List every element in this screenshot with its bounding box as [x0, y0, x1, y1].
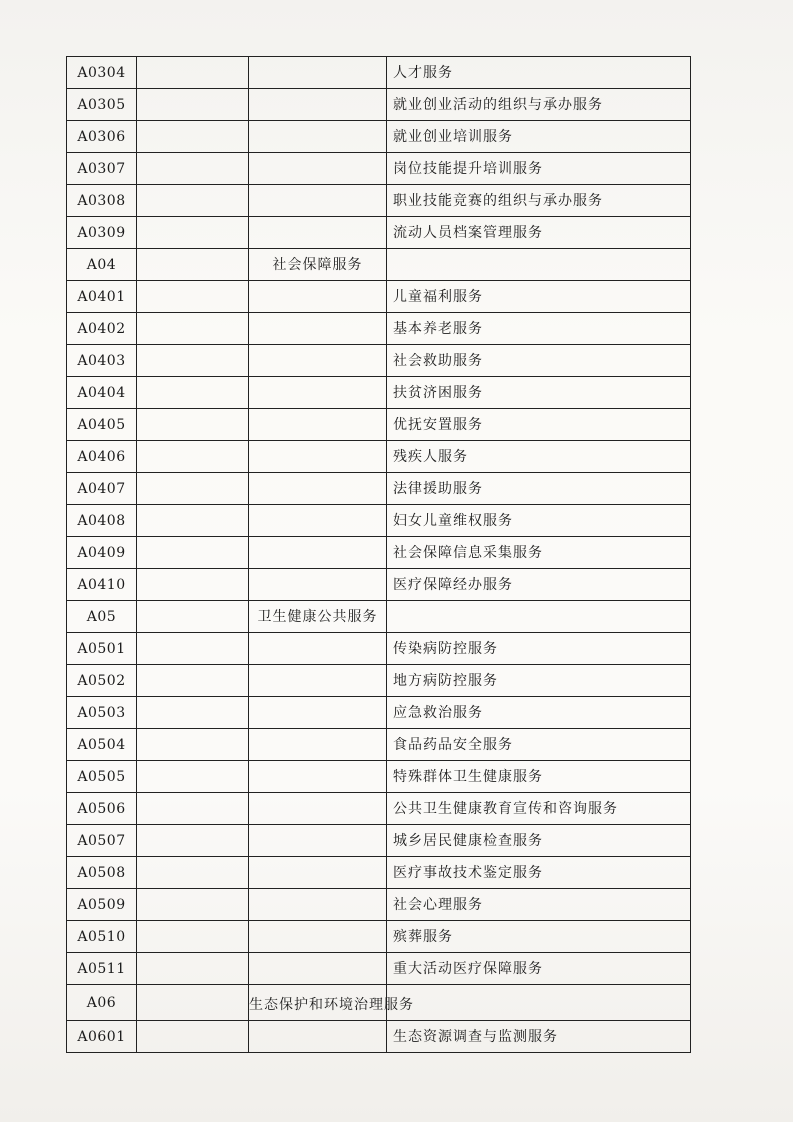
- level2-cell: [249, 505, 387, 537]
- level2-cell: [249, 569, 387, 601]
- level3-cell: 妇女儿童维权服务: [387, 505, 691, 537]
- level1-cell: [137, 377, 249, 409]
- table-row: [67, 249, 691, 281]
- code-cell: A0601: [67, 1021, 137, 1053]
- table-row: [67, 505, 691, 537]
- level1-cell: [137, 313, 249, 345]
- level3-cell: 传染病防控服务: [387, 633, 691, 665]
- code-cell: A0502: [67, 665, 137, 697]
- table-row: [67, 569, 691, 601]
- level1-cell: [137, 601, 249, 633]
- code-cell: A0407: [67, 473, 137, 505]
- code-cell: A0501: [67, 633, 137, 665]
- level2-cell: [249, 1021, 387, 1053]
- level2-cell: [249, 793, 387, 825]
- table-row: [67, 825, 691, 857]
- code-cell: A0510: [67, 921, 137, 953]
- table-row: [67, 409, 691, 441]
- level3-cell: 扶贫济困服务: [387, 377, 691, 409]
- level3-cell: 法律援助服务: [387, 473, 691, 505]
- table-row: [67, 985, 691, 1021]
- table-row: [67, 537, 691, 569]
- table-row: [67, 121, 691, 153]
- code-cell: A0505: [67, 761, 137, 793]
- level2-cell: [249, 633, 387, 665]
- level1-cell: [137, 761, 249, 793]
- code-cell: A0508: [67, 857, 137, 889]
- level2-cell: [249, 665, 387, 697]
- level1-cell: [137, 729, 249, 761]
- service-catalog-table: [66, 56, 691, 1053]
- code-cell: A0506: [67, 793, 137, 825]
- table-row: [67, 89, 691, 121]
- table-row: [67, 345, 691, 377]
- level3-cell: 生态资源调查与监测服务: [387, 1021, 691, 1053]
- level2-cell: [249, 761, 387, 793]
- level2-cell: [249, 473, 387, 505]
- level2-cell: [249, 537, 387, 569]
- level2-cell: 生态保护和环境治理服务: [249, 985, 387, 1021]
- code-cell: A0409: [67, 537, 137, 569]
- level1-cell: [137, 633, 249, 665]
- level1-cell: [137, 89, 249, 121]
- table-row: [67, 217, 691, 249]
- level1-cell: [137, 697, 249, 729]
- table-row: [67, 857, 691, 889]
- level3-cell: [387, 985, 691, 1021]
- code-cell: A0309: [67, 217, 137, 249]
- level1-cell: [137, 249, 249, 281]
- code-cell: A0503: [67, 697, 137, 729]
- code-cell: A0306: [67, 121, 137, 153]
- table-row: [67, 601, 691, 633]
- level2-cell: [249, 729, 387, 761]
- level2-cell: [249, 217, 387, 249]
- table-row: [67, 473, 691, 505]
- level2-cell: [249, 57, 387, 89]
- code-cell: A0305: [67, 89, 137, 121]
- level2-cell: [249, 409, 387, 441]
- table-row: [67, 953, 691, 985]
- table-row: [67, 729, 691, 761]
- table-row: [67, 921, 691, 953]
- table-row: [67, 633, 691, 665]
- level3-cell: 重大活动医疗保障服务: [387, 953, 691, 985]
- level1-cell: [137, 185, 249, 217]
- code-cell: A05: [67, 601, 137, 633]
- table-row: [67, 185, 691, 217]
- table-row: [67, 793, 691, 825]
- level3-cell: 医疗保障经办服务: [387, 569, 691, 601]
- level1-cell: [137, 857, 249, 889]
- table-row: [67, 761, 691, 793]
- level3-cell: 职业技能竞赛的组织与承办服务: [387, 185, 691, 217]
- level1-cell: [137, 537, 249, 569]
- level2-cell: [249, 921, 387, 953]
- code-cell: A0509: [67, 889, 137, 921]
- level2-cell: [249, 153, 387, 185]
- level3-cell: 应急救治服务: [387, 697, 691, 729]
- level1-cell: [137, 921, 249, 953]
- level3-cell: [387, 601, 691, 633]
- code-cell: A0308: [67, 185, 137, 217]
- level3-cell: 特殊群体卫生健康服务: [387, 761, 691, 793]
- level1-cell: [137, 1021, 249, 1053]
- level3-cell: 儿童福利服务: [387, 281, 691, 313]
- level2-cell: [249, 313, 387, 345]
- level1-cell: [137, 953, 249, 985]
- table-row: [67, 281, 691, 313]
- level2-cell: [249, 889, 387, 921]
- level3-cell: 食品药品安全服务: [387, 729, 691, 761]
- level2-cell: [249, 377, 387, 409]
- code-cell: A0511: [67, 953, 137, 985]
- level1-cell: [137, 409, 249, 441]
- level1-cell: [137, 473, 249, 505]
- code-cell: A0507: [67, 825, 137, 857]
- level3-cell: 基本养老服务: [387, 313, 691, 345]
- level2-cell: 卫生健康公共服务: [249, 601, 387, 633]
- level2-cell: [249, 345, 387, 377]
- level1-cell: [137, 505, 249, 537]
- level3-cell: 流动人员档案管理服务: [387, 217, 691, 249]
- table-row: [67, 313, 691, 345]
- table-row: [67, 697, 691, 729]
- table-row: [67, 377, 691, 409]
- level3-cell: 医疗事故技术鉴定服务: [387, 857, 691, 889]
- level3-cell: 地方病防控服务: [387, 665, 691, 697]
- level1-cell: [137, 121, 249, 153]
- level2-cell: 社会保障服务: [249, 249, 387, 281]
- level2-cell: [249, 185, 387, 217]
- level3-cell: 人才服务: [387, 57, 691, 89]
- level2-cell: [249, 825, 387, 857]
- level3-cell: 残疾人服务: [387, 441, 691, 473]
- level3-cell: 社会救助服务: [387, 345, 691, 377]
- table-row: [67, 889, 691, 921]
- code-cell: A0406: [67, 441, 137, 473]
- level2-cell: [249, 89, 387, 121]
- level1-cell: [137, 825, 249, 857]
- code-cell: A0404: [67, 377, 137, 409]
- level3-cell: 社会保障信息采集服务: [387, 537, 691, 569]
- level3-cell: [387, 249, 691, 281]
- level1-cell: [137, 985, 249, 1021]
- level3-cell: 优抚安置服务: [387, 409, 691, 441]
- level2-cell: [249, 441, 387, 473]
- level1-cell: [137, 665, 249, 697]
- level2-cell: [249, 281, 387, 313]
- code-cell: A0504: [67, 729, 137, 761]
- level2-cell: [249, 953, 387, 985]
- level1-cell: [137, 569, 249, 601]
- code-cell: A0405: [67, 409, 137, 441]
- level2-cell: [249, 857, 387, 889]
- code-cell: A0408: [67, 505, 137, 537]
- level3-cell: 城乡居民健康检查服务: [387, 825, 691, 857]
- table-row: [67, 441, 691, 473]
- level1-cell: [137, 345, 249, 377]
- code-cell: A0403: [67, 345, 137, 377]
- table-row: [67, 153, 691, 185]
- level2-cell: [249, 121, 387, 153]
- code-cell: A0401: [67, 281, 137, 313]
- level1-cell: [137, 889, 249, 921]
- level3-cell: 公共卫生健康教育宣传和咨询服务: [387, 793, 691, 825]
- table-row: [67, 1021, 691, 1053]
- level3-cell: 岗位技能提升培训服务: [387, 153, 691, 185]
- level3-cell: 就业创业活动的组织与承办服务: [387, 89, 691, 121]
- level3-cell: 殡葬服务: [387, 921, 691, 953]
- code-cell: A06: [67, 985, 137, 1021]
- level1-cell: [137, 217, 249, 249]
- level1-cell: [137, 281, 249, 313]
- table-row: [67, 665, 691, 697]
- level1-cell: [137, 793, 249, 825]
- code-cell: A0304: [67, 57, 137, 89]
- level3-cell: 就业创业培训服务: [387, 121, 691, 153]
- level3-cell: 社会心理服务: [387, 889, 691, 921]
- code-cell: A04: [67, 249, 137, 281]
- code-cell: A0410: [67, 569, 137, 601]
- level1-cell: [137, 153, 249, 185]
- level1-cell: [137, 57, 249, 89]
- code-cell: A0307: [67, 153, 137, 185]
- code-cell: A0402: [67, 313, 137, 345]
- level2-cell: [249, 697, 387, 729]
- table-row: [67, 57, 691, 89]
- level1-cell: [137, 441, 249, 473]
